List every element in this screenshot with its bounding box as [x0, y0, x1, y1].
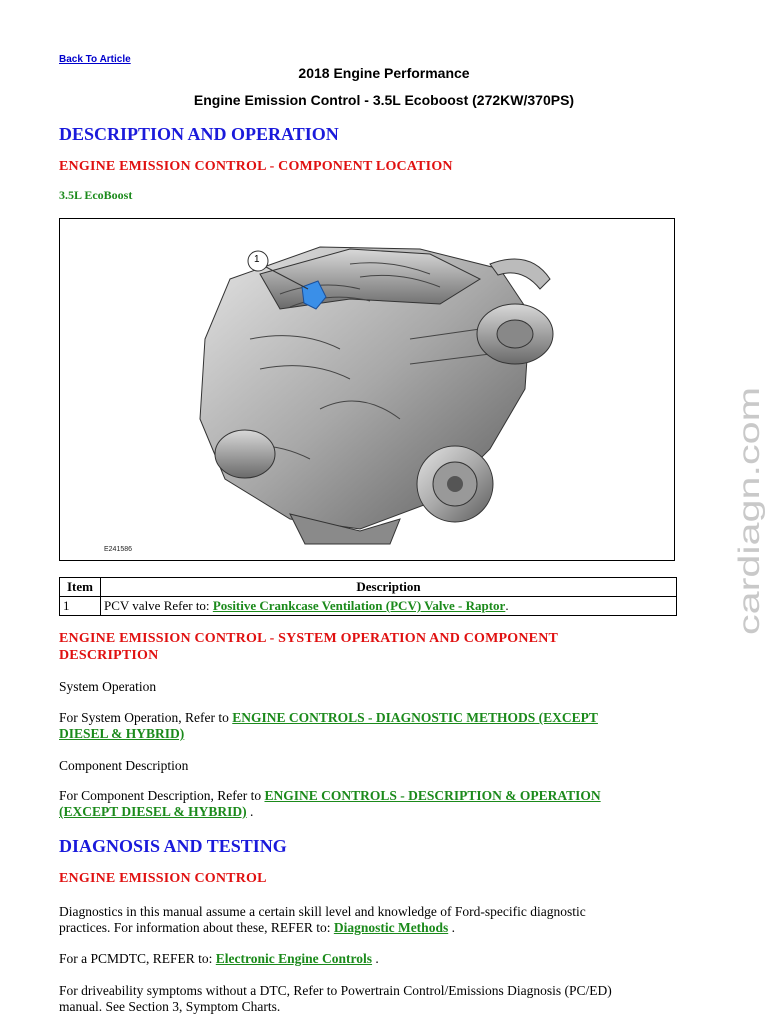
col-item-header: Item — [60, 578, 101, 597]
doc-title: 2018 Engine Performance — [298, 65, 470, 81]
driveability-text-line1: For driveability symptoms without a DTC, Refer to Powertrain Control/Emissions Diagnosis (PC/ED) — [59, 983, 612, 998]
watermark-text: cardiagn.com — [733, 454, 766, 635]
engine-variant-label: 3.5L EcoBoost — [59, 188, 133, 202]
description-operation-link-line2: (EXCEPT DIESEL & HYBRID) — [59, 804, 247, 819]
section-title-description: DESCRIPTION AND OPERATION — [59, 124, 339, 144]
diagnostic-methods-link-line2: DIESEL & HYBRID) — [59, 726, 185, 741]
col-description-header: Description — [101, 578, 677, 597]
driveability-text-line2: manual. See Section 3, Symptom Charts. — [59, 999, 281, 1014]
component-description-label: Component Description — [59, 758, 189, 773]
row-description-text: PCV valve Refer to: — [104, 598, 213, 613]
diagnostic-methods-link-2[interactable]: Diagnostic Methods — [333, 920, 449, 935]
system-operation-heading — [59, 630, 558, 664]
watermark — [733, 385, 766, 635]
system-operation-label: System Operation — [59, 679, 157, 694]
back-to-article-link[interactable]: Back To Article — [59, 54, 131, 65]
component-location-heading: ENGINE EMISSION CONTROL - COMPONENT LOCATION — [59, 159, 453, 174]
engine-illustration — [60, 219, 674, 560]
table-row — [60, 597, 677, 616]
system-operation-heading-line2: DESCRIPTION — [59, 648, 159, 663]
row-description-end: . — [505, 598, 509, 613]
description-operation-link-line1: ENGINE CONTROLS - DESCRIPTION & OPERATION — [264, 788, 601, 803]
component-description-end: . — [246, 804, 254, 819]
row-description — [101, 597, 677, 616]
system-operation-heading-line1: ENGINE EMISSION CONTROL - SYSTEM OPERATION AND COMPONENT — [59, 631, 559, 646]
component-description-paragraph — [59, 788, 699, 820]
figure-callout-1: 1 — [254, 254, 260, 265]
component-description-text: For Component Description, Refer to — [59, 788, 265, 803]
row-item-number: 1 — [60, 597, 101, 616]
pcv-valve-link[interactable]: Positive Crankcase Ventilation (PCV) Valve - Raptor — [212, 598, 506, 613]
electronic-engine-controls-link[interactable]: Electronic Engine Controls — [215, 951, 373, 966]
diagnostics-paragraph — [59, 904, 699, 936]
system-operation-paragraph — [59, 710, 699, 742]
pcmdtc-end: . — [372, 951, 379, 966]
diagnostics-text-line2: practices. For information about these, REFER to: — [59, 920, 334, 935]
diagnostics-end: . — [448, 920, 455, 935]
section-title-diagnosis: DIAGNOSIS AND TESTING — [59, 836, 287, 856]
pcmdtc-text: For a PCMDTC, REFER to: — [59, 951, 216, 966]
doc-subtitle: Engine Emission Control - 3.5L Ecoboost (272KW/370PS) — [193, 92, 575, 108]
pcmdtc-paragraph — [59, 951, 699, 967]
item-table — [59, 577, 677, 616]
figure-code: E241586 — [104, 546, 133, 553]
engine-figure — [59, 218, 675, 561]
system-operation-text: For System Operation, Refer to — [59, 710, 233, 725]
diagnostic-methods-link-line1: ENGINE CONTROLS - DIAGNOSTIC METHODS (EXCEPT — [232, 710, 598, 725]
driveability-paragraph — [59, 983, 699, 1015]
engine-emission-control-heading: ENGINE EMISSION CONTROL — [59, 871, 267, 886]
diagnostics-text-line1: Diagnostics in this manual assume a certain skill level and knowledge of Ford-specific diagnostic — [59, 904, 586, 919]
table-header-row — [60, 578, 677, 597]
